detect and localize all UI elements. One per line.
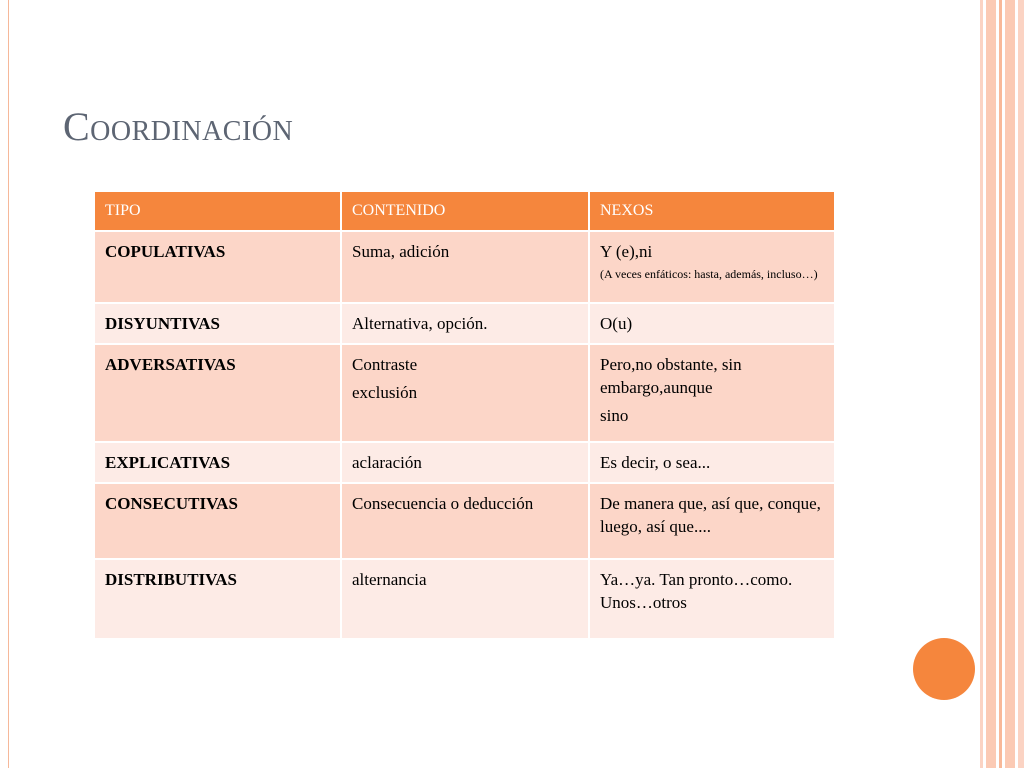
cell-tipo (94, 442, 341, 483)
cell-contenido (341, 442, 589, 483)
tipo-label: ADVERSATIVAS (105, 355, 236, 374)
nexos-note: (A veces enfáticos: hasta, además, incluso…) (600, 267, 818, 281)
table-row (94, 442, 835, 483)
header-contenido: CONTENIDO (341, 191, 589, 231)
table-row (94, 559, 835, 639)
table-header-row (94, 191, 835, 231)
cell-contenido (341, 559, 589, 639)
decorative-stripes (980, 0, 1024, 768)
cell-tipo (94, 303, 341, 344)
cell-tipo (94, 559, 341, 639)
cell-nexos (589, 344, 835, 442)
cell-nexos (589, 303, 835, 344)
nexos-text: Y (e),ni (600, 242, 653, 261)
cell-tipo (94, 231, 341, 303)
left-border-line (8, 0, 9, 768)
cell-contenido (341, 231, 589, 303)
table-row (94, 231, 835, 303)
table-row (94, 344, 835, 442)
cell-tipo (94, 483, 341, 559)
table-row (94, 483, 835, 559)
contenido-text: Consecuencia o deducción (352, 494, 534, 513)
cell-nexos (589, 559, 835, 639)
contenido-text: Suma, adición (352, 242, 450, 261)
coordination-table (93, 190, 836, 640)
nexos-text: sino (600, 406, 629, 425)
header-nexos: NEXOS (589, 191, 835, 231)
cell-nexos (589, 231, 835, 303)
tipo-label: DISYUNTIVAS (105, 314, 220, 333)
contenido-text: exclusión (352, 383, 418, 402)
table-row (94, 303, 835, 344)
nexos-text: Pero,no obstante, sin embargo,aunque (600, 355, 742, 397)
slide-title: Coordinación (63, 104, 294, 149)
cell-contenido (341, 344, 589, 442)
nexos-text: Ya…ya. Tan pronto…como. Unos…otros (600, 570, 793, 612)
tipo-label: DISTRIBUTIVAS (105, 570, 237, 589)
header-tipo: TIPO (94, 191, 341, 231)
contenido-text: alternancia (352, 570, 427, 589)
decorative-circle (913, 638, 975, 700)
cell-nexos (589, 483, 835, 559)
contenido-text: Alternativa, opción. (352, 314, 488, 333)
tipo-label: COPULATIVAS (105, 242, 226, 261)
tipo-label: CONSECUTIVAS (105, 494, 238, 513)
cell-contenido (341, 303, 589, 344)
tipo-label: EXPLICATIVAS (105, 453, 231, 472)
cell-tipo (94, 344, 341, 442)
nexos-text: De manera que, así que, conque, luego, así que.... (600, 494, 821, 536)
cell-nexos (589, 442, 835, 483)
contenido-text: aclaración (352, 453, 422, 472)
nexos-text: O(u) (600, 314, 633, 333)
nexos-text: Es decir, o sea... (600, 453, 711, 472)
cell-contenido (341, 483, 589, 559)
contenido-text: Contraste (352, 355, 418, 374)
